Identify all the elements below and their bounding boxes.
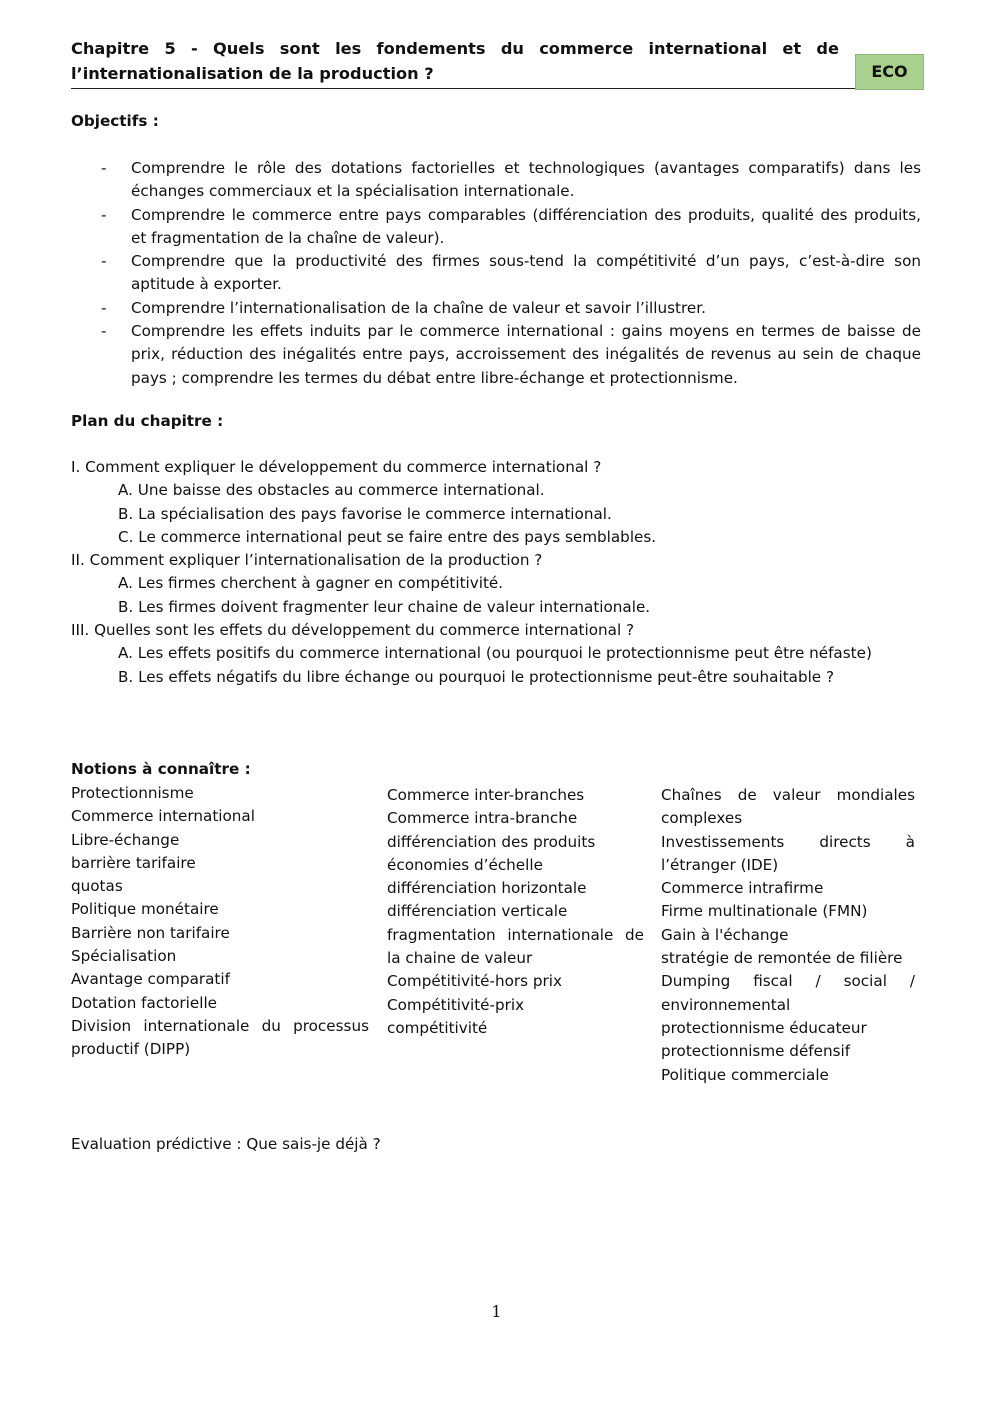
objective-item [71,297,921,320]
notion-item: Commerce international [71,807,255,826]
plan-part: I. Comment expliquer le développement du commerce international ? [71,458,602,476]
plan-part: II. Comment expliquer l’internationalisation de la production ? [71,551,543,570]
objectives-list [71,157,921,390]
evaluation-prompt: Evaluation prédictive : Que sais-je déjà ? [71,1135,381,1153]
notion-item: barrière tarifaire [71,853,196,872]
page-number: 1 [491,1302,502,1321]
notion-item: stratégie de remontée de filière [661,949,903,968]
notion-item: Politique commerciale [661,1065,829,1084]
bullet-dash: - [101,322,107,341]
notion-item: Libre-échange [71,830,180,849]
notion-item: compétitivité [387,1018,488,1037]
notion-item: Commerce intrafirme [661,879,824,898]
objective-text: Comprendre le rôle des dotations factorielles et technologiques (avantages comparatifs) dans les échanges commerciaux et la spécialisation internationale. [131,159,921,201]
objective-text: Comprendre l’internationalisation de la chaîne de valeur et savoir l’illustrer. [131,298,706,317]
notions-heading: Notions à connaître : [71,760,251,778]
notion-item: Firme multinationale (FMN) [661,902,868,921]
notion-item: Compétitivité-prix [387,995,525,1014]
bullet-dash: - [101,298,107,317]
notion-item: Spécialisation [71,947,177,966]
chapter-plan [71,456,921,689]
notions-column-2 [387,784,644,1040]
notion-item: Barrière non tarifaire [71,923,230,942]
objective-item [71,157,921,204]
notion-item: fragmentation internationale de la chaine de valeur [387,925,644,968]
bullet-dash: - [101,205,107,224]
notion-item: protectionnisme défensif [661,1042,851,1061]
notion-item: différenciation des produits [387,832,596,851]
plan-heading: Plan du chapitre : [71,412,224,430]
notion-item: économies d’échelle [387,855,543,874]
notion-item: quotas [71,877,123,896]
plan-subpart: B. Les firmes doivent fragmenter leur chaine de valeur internationale. [118,597,651,616]
notion-item: Division internationale du processus productif (DIPP) [71,1016,369,1059]
objective-item [71,250,921,297]
notion-item: différenciation verticale [387,902,568,921]
plan-subpart: B. Les effets négatifs du libre échange ou pourquoi le protectionnisme peut-être souhaitable ? [118,667,835,686]
objective-item [71,204,921,251]
notion-item: différenciation horizontale [387,879,587,898]
notion-item: Dotation factorielle [71,993,218,1012]
objective-text: Comprendre le commerce entre pays comparables (différenciation des produits, qualité des produits, et fragmentation de la chaîne de valeur). [131,205,921,247]
notions-column-3 [661,784,915,1087]
notion-item: Protectionnisme [71,784,194,802]
notion-item: Politique monétaire [71,900,219,919]
chapter-title: Chapitre 5 - Quels sont les fondements du commerce international et de l’internationalisation de la production ? [71,39,839,83]
notion-item: Commerce intra-branche [387,809,578,828]
notions-column-1 [71,782,369,1062]
plan-subpart: A. Les effets positifs du commerce international (ou pourquoi le protectionnisme peut être néfaste) [118,644,872,663]
plan-subpart: B. La spécialisation des pays favorise le commerce international. [118,504,612,523]
notion-item: Compétitivité-hors prix [387,972,563,991]
notion-item: Avantage comparatif [71,970,230,989]
notion-item: Chaînes de valeur mondiales complexes [661,786,915,828]
notion-item: Gain à l'échange [661,925,789,944]
plan-part: III. Quelles sont les effets du développement du commerce international ? [71,621,635,640]
plan-subpart: A. Une baisse des obstacles au commerce international. [118,481,545,500]
header-divider [71,88,856,89]
plan-subpart: C. Le commerce international peut se faire entre des pays semblables. [118,527,657,546]
notion-item: Investissements directs à l’étranger (IDE) [661,832,915,874]
bullet-dash: - [101,252,107,271]
notion-item: Dumping fiscal / social / environnemental [661,972,915,1014]
notion-item: Commerce inter-branches [387,786,585,804]
objectives-heading: Objectifs : [71,112,159,130]
objective-item [71,320,921,390]
objective-text: Comprendre les effets induits par le commerce international : gains moyens en termes de baisse de prix, réduction des inégalités entre pays, accroissement des inégalités de revenus au sein de chaque pays ; comprendre les termes du débat entre libre-échange et protectionnisme. [131,322,921,387]
objective-text: Comprendre que la productivité des firmes sous-tend la compétitivité d’un pays, c’est-à-dire son aptitude à exporter. [131,252,921,294]
notion-item: protectionnisme éducateur [661,1018,867,1037]
plan-subpart: A. Les firmes cherchent à gagner en compétitivité. [118,574,504,593]
bullet-dash: - [101,159,107,177]
eco-badge: ECO [855,54,924,90]
